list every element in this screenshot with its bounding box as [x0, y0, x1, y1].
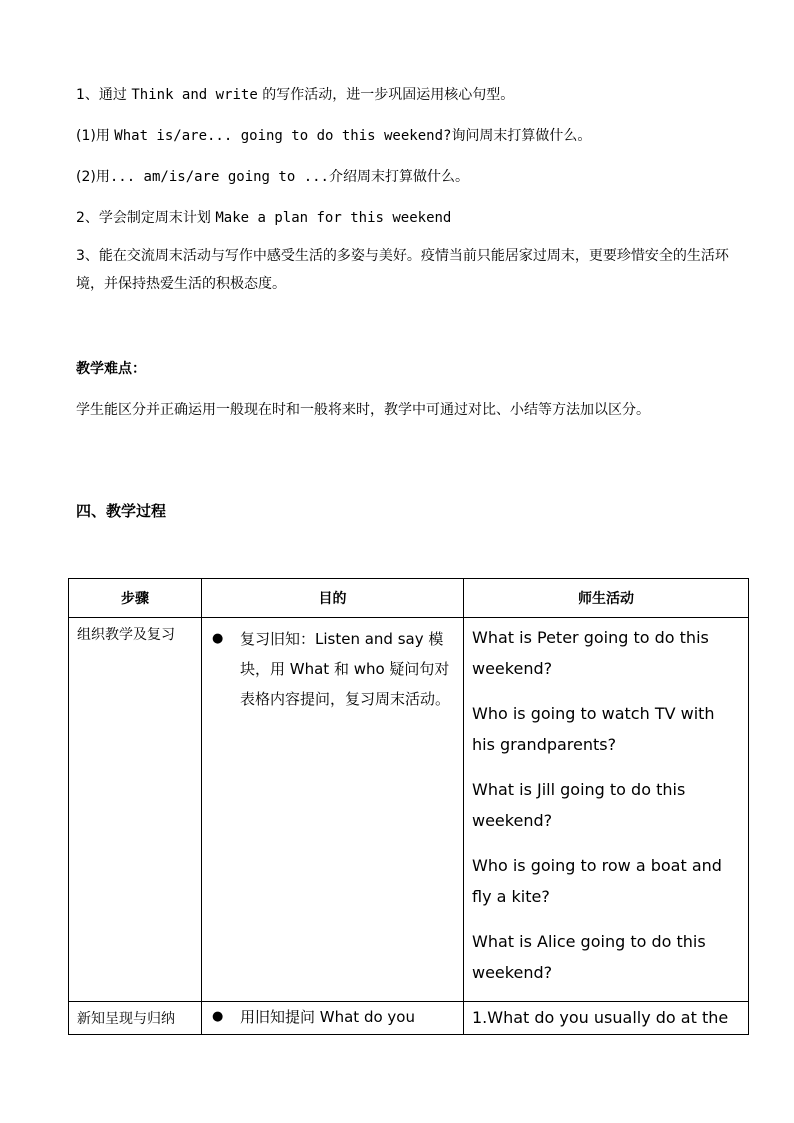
table-row — [69, 1002, 749, 1035]
purpose-text: 用旧知提问 What do you — [240, 1008, 415, 1026]
table-header-row — [69, 579, 749, 618]
purpose-item — [210, 624, 455, 714]
purpose-text: 复习旧知：Listen and say 模块，用 What 和 who 疑问句对表格内容提问，复习周末活动。 — [240, 630, 451, 708]
bullet-icon: ● — [212, 631, 224, 646]
objective-paragraph: 3、能在交流周末活动与写作中感受生活的多姿与美好。疫情当前只能居家过周末，更要珍惜安全的生活环境，并保持热爱生活的积极态度。 — [76, 248, 729, 292]
activity-question: Who is going to watch TV with his grandparents? — [472, 704, 715, 754]
column-header: 步骤 — [69, 579, 202, 618]
step-cell: 新知呈现与归纳 — [69, 1002, 202, 1035]
section-heading: 四、教学过程 — [76, 502, 167, 520]
activity-question: What is Jill going to do this weekend? — [472, 780, 686, 830]
column-header: 目的 — [202, 579, 464, 618]
activity-cell — [464, 618, 749, 1002]
purpose-cell — [202, 1002, 464, 1035]
teaching-process-table — [68, 578, 749, 1035]
column-header: 师生活动 — [464, 579, 749, 618]
objective-line: 1、通过 Think and write 的写作活动，进一步巩固运用核心句型。 — [76, 87, 515, 103]
activity-question: 1.What do you usually do at the — [472, 1008, 729, 1027]
bullet-icon: ● — [212, 1009, 224, 1024]
difficulty-text: 学生能区分并正确运用一般现在时和一般将来时，教学中可通过对比、小结等方法加以区分。 — [76, 402, 650, 418]
objective-line: (2)用... am/is/are going to ...介绍周末打算做什么。 — [76, 169, 469, 185]
step-cell: 组织教学及复习 — [69, 618, 202, 1002]
activity-question: What is Alice going to do this weekend? — [472, 932, 706, 982]
activity-question: What is Peter going to do this weekend? — [472, 628, 709, 678]
purpose-cell — [202, 618, 464, 1002]
activity-question: Who is going to row a boat and fly a kite? — [472, 856, 722, 906]
objective-line: (1)用 What is/are... going to do this weekend?询问周末打算做什么。 — [76, 128, 592, 144]
table-row — [69, 618, 749, 1002]
purpose-item — [210, 1002, 455, 1032]
objective-line: 2、学会制定周末计划 Make a plan for this weekend — [76, 210, 452, 226]
activity-cell — [464, 1002, 749, 1035]
difficulty-heading: 教学难点： — [76, 361, 146, 377]
